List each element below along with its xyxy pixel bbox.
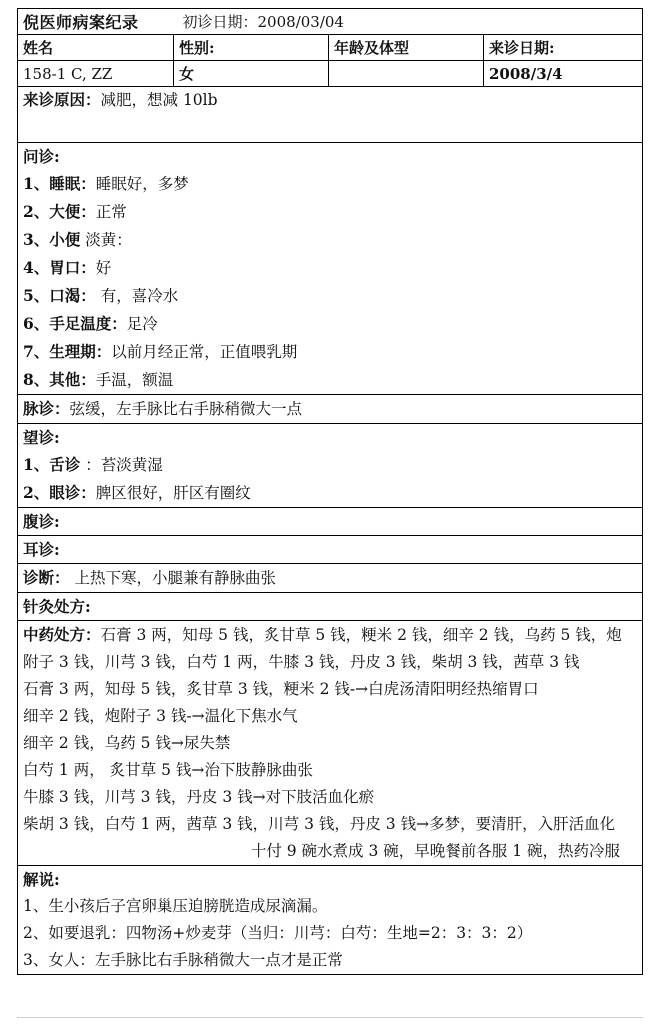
explanation-item: 3、女人：左手脉比右手脉稍微大一点才是正常	[23, 951, 343, 969]
observation-label: 望诊:	[23, 428, 60, 447]
explanation-label: 解说:	[23, 870, 60, 889]
inquiry-label: 问诊:	[23, 147, 60, 166]
pulse-value: 弦缓，左手脉比右手脉稍微大一点	[69, 400, 303, 418]
inquiry-item-label: 2、大便：	[23, 202, 96, 221]
age-value	[329, 61, 484, 86]
inquiry-item-label: 4、胃口：	[23, 258, 96, 277]
inquiry-item-label: 6、手足温度：	[23, 314, 127, 333]
abdomen-label: 腹诊:	[23, 512, 60, 531]
inquiry-item	[18, 226, 642, 254]
observation-item-label: 2、眼诊：	[23, 483, 96, 502]
inquiry-item-label: 7、生理期：	[23, 342, 112, 361]
inquiry-item	[18, 198, 642, 226]
explanation-item: 1、生小孩后子宫卵巢压迫膀胱造成尿滴漏。	[23, 897, 328, 915]
inquiry-item	[18, 254, 642, 282]
visit-date-label: 来诊日期:	[489, 39, 555, 57]
title-row	[18, 9, 642, 35]
acupuncture-label: 针灸处方:	[23, 597, 91, 616]
herbal-group: 细辛 2 钱，炮附子 3 钱-→温化下焦水气	[23, 707, 298, 725]
inquiry-item	[18, 338, 642, 366]
herbal-group: 石膏 3 两，知母 5 钱，炙甘草 3 钱，粳米 2 钱-→白虎汤清阳明经热缩胃口	[23, 680, 539, 698]
explanation-item: 2、如要退乳：四物汤+炒麦芽（当归：川芎：白芍：生地=2：3：3：2）	[23, 924, 533, 942]
herbal-section	[18, 621, 642, 866]
inquiry-item	[18, 170, 642, 198]
observation-section	[18, 424, 642, 508]
diagnosis-value: 上热下寒，小腿兼有静脉曲张	[69, 569, 276, 587]
inquiry-item-label: 8、其他：	[23, 370, 96, 389]
herbal-group: 细辛 2 钱，乌药 5 钱→尿失禁	[23, 734, 231, 752]
reason-value: 减肥，想减 10lb	[100, 91, 218, 109]
abdomen-section	[18, 508, 642, 536]
reason-section	[18, 87, 642, 143]
inquiry-item	[18, 366, 642, 394]
inquiry-item-label: 1、睡眠：	[23, 174, 96, 193]
diagnosis-section	[18, 564, 642, 593]
page-bottom-edge	[17, 1017, 643, 1032]
dosage-instructions: 十付 9 碗水煮成 3 碗，早晚餐前各服 1 碗，热药冷服	[250, 842, 620, 860]
inquiry-item-value: 有，喜冷水	[95, 287, 179, 305]
medical-record-table	[17, 8, 643, 975]
inquiry-item-value: 足冷	[126, 315, 158, 333]
gender-value: 女	[174, 61, 329, 86]
explanation-section	[18, 866, 642, 975]
record-title: 倪医师病案纪录	[23, 13, 139, 32]
inquiry-section	[18, 143, 642, 395]
pulse-section	[18, 395, 642, 424]
herbal-group: 白芍 1 两， 炙甘草 5 钱→治下肢静脉曲张	[23, 761, 313, 779]
inquiry-item-value: 好	[95, 259, 112, 277]
pulse-label: 脉诊：	[23, 399, 70, 418]
acupuncture-section	[18, 593, 642, 621]
patient-id: 158-1 C, ZZ	[18, 61, 174, 86]
header-values-row	[18, 61, 642, 87]
diagnosis-label: 诊断：	[23, 568, 70, 587]
observation-item-value: ：苔淡黄湿	[80, 456, 163, 474]
herbal-prescription: 石膏 3 两，知母 5 钱，炙甘草 5 钱，粳米 2 钱，细辛 2 钱，乌药 5 钱，炮附子 3 钱，川芎 3 钱，白芍 1 两，牛膝 3 钱，丹皮 3 钱，柴胡 3 钱，茜草 3 钱	[23, 626, 622, 671]
inquiry-item-value: 手温，额温	[95, 371, 174, 389]
age-label: 年龄及体型	[329, 35, 484, 60]
inquiry-item	[18, 310, 642, 338]
inquiry-item	[18, 282, 642, 310]
header-labels-row	[18, 35, 642, 61]
reason-label: 来诊原因：	[23, 90, 101, 109]
inquiry-item-label: 5、口渴：	[23, 286, 96, 305]
inquiry-item-value: 正常	[95, 203, 127, 221]
visit-date-value: 2008/3/4	[489, 64, 563, 83]
name-label: 姓名	[18, 35, 174, 60]
gender-label: 性别:	[174, 35, 329, 60]
first-visit-date: 初诊日期：2008/03/04	[182, 13, 344, 31]
herbal-label: 中药处方：	[23, 625, 101, 644]
observation-item-label: 1、舌诊	[23, 455, 81, 474]
inquiry-item-value: 淡黄：	[80, 231, 132, 249]
herbal-group: 牛膝 3 钱，川芎 3 钱，丹皮 3 钱→对下肢活血化瘀	[23, 788, 375, 806]
inquiry-item-value: 以前月经正常，正值喂乳期	[111, 343, 298, 361]
observation-item	[18, 479, 642, 507]
observation-item-value: 脾区很好，肝区有圈纹	[95, 484, 251, 502]
inquiry-item-label: 3、小便	[23, 230, 81, 249]
ear-label: 耳诊:	[23, 540, 60, 559]
observation-item	[18, 451, 642, 479]
ear-section	[18, 536, 642, 564]
herbal-group: 柴胡 3 钱，白芍 1 两，茜草 3 钱，川芎 3 钱，丹皮 3 钱→多梦，要清肝，入肝活血化	[23, 815, 616, 833]
inquiry-item-value: 睡眠好，多梦	[95, 175, 189, 193]
